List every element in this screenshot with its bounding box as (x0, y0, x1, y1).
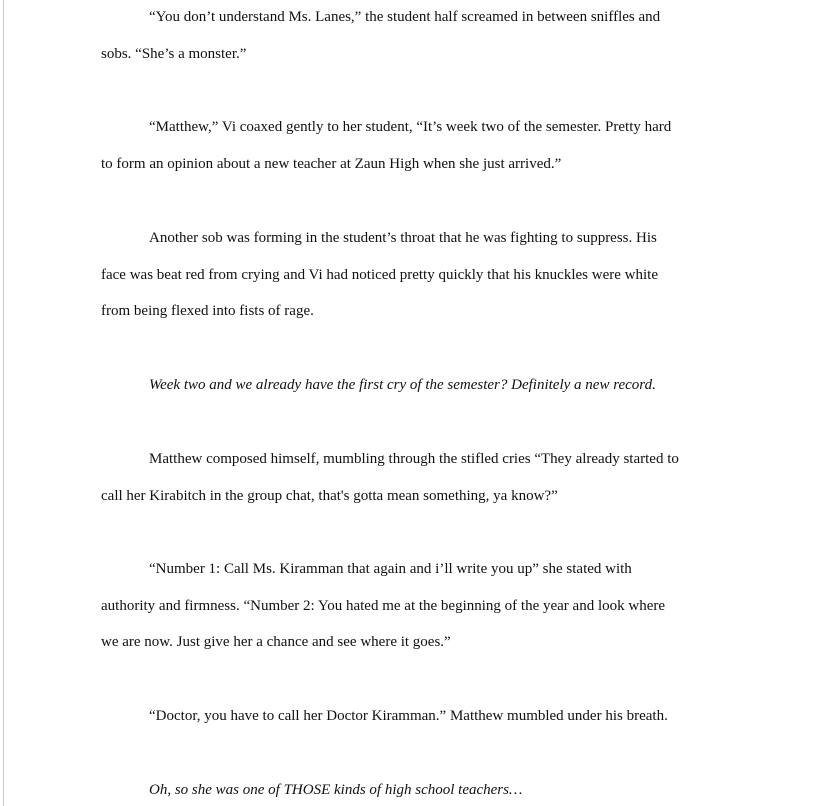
paragraph-line: to form an opinion about a new teacher at Zaun High when she just arrived.” (101, 155, 562, 172)
paragraph-4-thought (101, 367, 721, 404)
paragraph-line: from being flexed into fists of rage. (101, 303, 314, 320)
paragraph-6 (101, 551, 721, 661)
paragraph-7 (101, 698, 721, 735)
paragraph-line: Matthew composed himself, mumbling through the stifled cries “They already started to (149, 451, 679, 467)
paragraph-1 (101, 0, 721, 72)
paragraph-line: Another sob was forming in the student’s throat that he was fighting to suppress. His (149, 230, 657, 246)
paragraph-line: Week two and we already have the first cry of the semester? Definitely a new record. (149, 377, 656, 393)
paragraph-line: “Doctor, you have to call her Doctor Kiramman.” Matthew mumbled under his breath. (149, 708, 668, 724)
paragraph-line: authority and firmness. “Number 2: You hated me at the beginning of the year and look where (101, 597, 666, 614)
paragraph-line: “Matthew,” Vi coaxed gently to her student, “It’s week two of the semester. Pretty hard (149, 119, 672, 135)
page-left-border (3, 0, 4, 806)
paragraph-8-thought (101, 772, 721, 806)
paragraph-line: Oh, so she was one of THOSE kinds of high school teachers… (149, 782, 523, 798)
paragraph-line: sobs. “She’s a monster.” (101, 45, 247, 62)
paragraph-line: face was beat red from crying and Vi had noticed pretty quickly that his knuckles were white (101, 266, 658, 283)
paragraph-line: “You don’t understand Ms. Lanes,” the student half screamed in between sniffles and (149, 9, 661, 25)
paragraph-line: call her Kirabitch in the group chat, that's gotta mean something, ya know?” (101, 487, 558, 504)
paragraph-3 (101, 220, 721, 330)
paragraph-line: “Number 1: Call Ms. Kiramman that again and i’ll write you up” she stated with (149, 561, 632, 577)
paragraph-2 (101, 109, 721, 182)
paragraph-line: we are now. Just give her a chance and see where it goes.” (101, 634, 451, 651)
paragraph-5 (101, 441, 721, 514)
